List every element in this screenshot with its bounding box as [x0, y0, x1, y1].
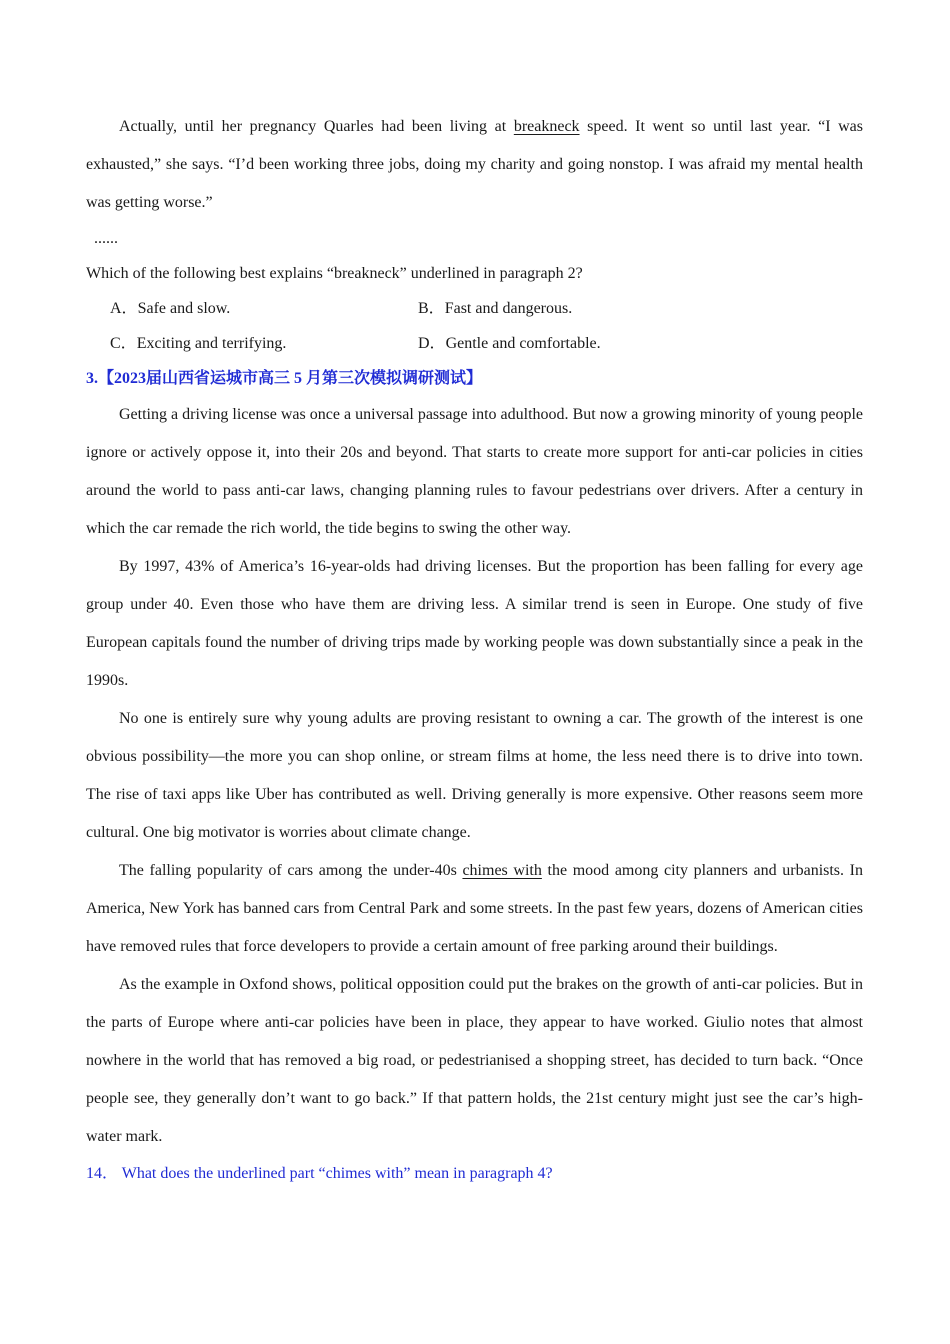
- question-breakneck: Which of the following best explains “breakneck” underlined in paragraph 2?: [86, 265, 583, 282]
- paragraph-4-text-before: The falling popularity of cars among the under-40s: [119, 862, 463, 879]
- option-b-letter: B．: [418, 300, 445, 317]
- option-a: [110, 291, 418, 326]
- section3-paragraph-2: By 1997, 43% of America’s 16-year-olds had driving licenses. But the proportion has been falling for every age group under 40. Even those who have them are driving less. A similar trend is seen in Europe. One study of five European capitals found the number of driving trips made by working people was down substantially since a peak in the 1990s.: [86, 558, 863, 689]
- section-heading: 3.【2023届山西省运城市高三 5 月第三次模拟调研测试】: [86, 370, 483, 387]
- document-page: [86, 108, 863, 1191]
- section3-paragraph-4: [86, 852, 863, 966]
- option-d-text: Gentle and comfortable.: [445, 335, 601, 352]
- option-c-letter: C．: [110, 335, 137, 352]
- option-a-text: Safe and slow.: [137, 300, 231, 317]
- option-c-text: Exciting and terrifying.: [136, 335, 287, 352]
- option-c: [110, 326, 418, 361]
- answer-options: [86, 291, 863, 361]
- paragraph-4-text-after: the mood among city planners and urbanists. In America, New York has banned cars from Central Park and some streets. In the past few years, dozens of American cities have removed rules that force developers to provide a certain amount of free parking around their buildings.: [86, 862, 864, 955]
- option-b-text: Fast and dangerous.: [444, 300, 573, 317]
- option-d: [418, 326, 718, 361]
- section3-paragraph-5: As the example in Oxfond shows, political opposition could put the brakes on the growth of anti-car policies. But in the parts of Europe where anti-car policies have been in place, they appear to have worked. Giulio notes that almost nowhere in the world that has removed a big road, or pedestrianised a shopping street, has decided to turn back. “Once people see, they generally don’t want to go back.” If that pattern holds, the 21st century might just see the car’s high-water mark.: [86, 976, 863, 1145]
- option-b: [418, 291, 718, 326]
- question-14: 14． What does the underlined part “chimes with” mean in paragraph 4?: [86, 1165, 553, 1182]
- passage1-text-before: Actually, until her pregnancy Quarles had been living at: [119, 118, 514, 135]
- section3-paragraph-1: Getting a driving license was once a universal passage into adulthood. But now a growing minority of young people ignore or actively oppose it, into their 20s and beyond. That starts to create more support for anti-car policies in cities around the world to pass anti-car laws, changing planning rules to favour pedestrians over drivers. After a century in which the car remade the rich world, the tide begins to swing the other way.: [86, 406, 863, 537]
- passage1-paragraph: [86, 108, 863, 222]
- section3-paragraph-3: No one is entirely sure why young adults are proving resistant to owning a car. The growth of the interest is one obvious possibility—the more you can shop online, or stream films at home, the less need there is to drive into town. The rise of taxi apps like Uber has contributed as well. Driving generally is more expensive. Other reasons seem more cultural. One big motivator is worries about climate change.: [86, 710, 863, 841]
- underlined-word-breakneck: breakneck: [513, 118, 580, 135]
- option-a-letter: A．: [110, 300, 138, 317]
- underlined-phrase-chimes-with: chimes with: [462, 862, 542, 879]
- ellipsis: ......: [94, 230, 118, 247]
- option-d-letter: D．: [418, 335, 446, 352]
- passage1-text-after: speed. It went so until last year. “I was exhausted,” she says. “I’d been working three jobs, doing my charity and going nonstop. I was afraid my mental health was getting worse.”: [86, 118, 863, 211]
